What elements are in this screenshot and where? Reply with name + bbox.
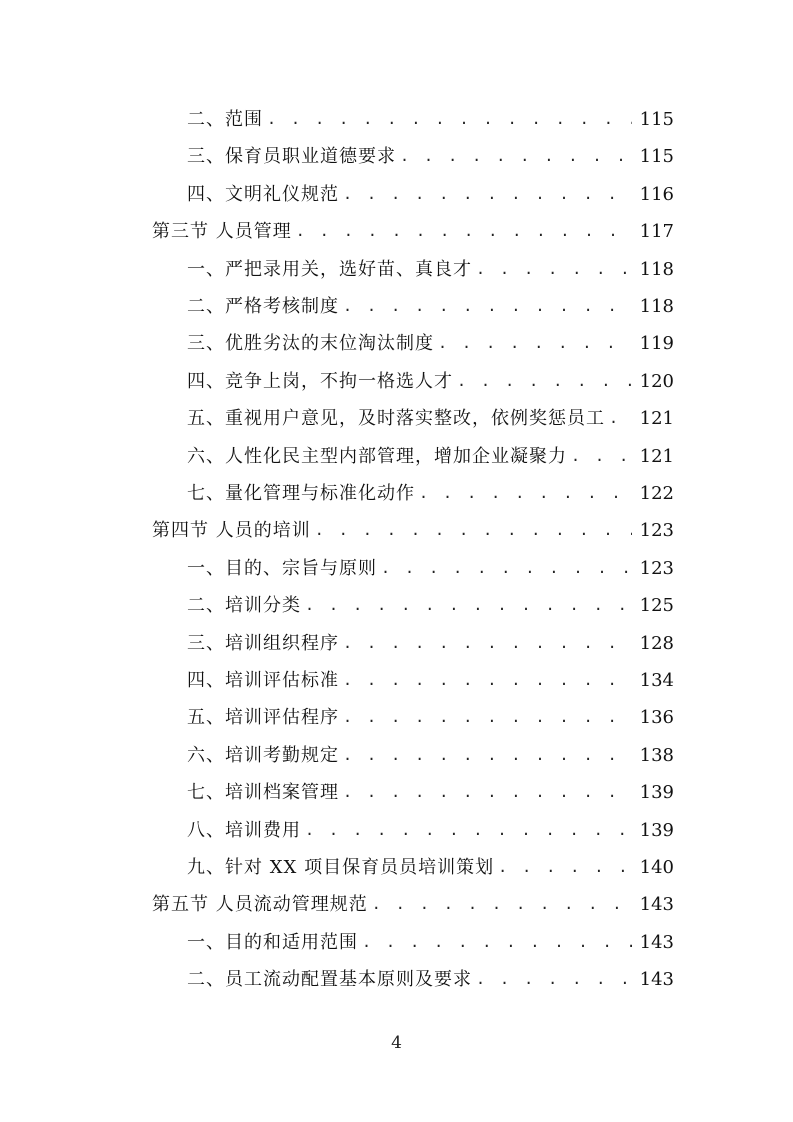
toc-entry-page-number: 143 <box>639 894 674 915</box>
toc-entry-title: 九、针对 XX 项目保育员员培训策划 <box>187 857 495 878</box>
toc-entry-title: 三、保育员职业道德要求 <box>187 146 396 167</box>
toc-entry[interactable] <box>187 400 674 437</box>
toc-entry-page-number: 134 <box>639 670 674 691</box>
toc-entry-page-number: 143 <box>639 969 674 990</box>
toc-entry-page-number: 115 <box>639 146 674 167</box>
toc-entry-title: 二、严格考核制度 <box>187 296 339 317</box>
toc-entry-page-number: 123 <box>639 520 674 541</box>
toc-entry-title: 一、严把录用关，选好苗、真良才 <box>187 259 472 280</box>
toc-dot-leader <box>400 138 632 175</box>
toc-entry-page-number: 116 <box>639 184 674 205</box>
toc-dot-leader <box>343 176 632 213</box>
toc-dot-leader <box>362 924 632 961</box>
toc-dot-leader <box>343 662 632 699</box>
toc-entry-title: 八、培训费用 <box>187 820 301 841</box>
toc-entry-title: 一、目的、宗旨与原则 <box>187 558 377 579</box>
toc-section-heading[interactable] <box>152 886 674 923</box>
toc-entry-title: 五、培训评估程序 <box>187 707 339 728</box>
toc-entry-page-number: 118 <box>639 259 674 280</box>
toc-entry-page-number: 117 <box>639 221 674 242</box>
toc-dot-leader <box>305 812 632 849</box>
toc-entry[interactable] <box>187 961 674 998</box>
toc-dot-leader <box>296 213 632 250</box>
toc-entry[interactable] <box>187 662 674 699</box>
toc-entry[interactable] <box>187 699 674 736</box>
toc-entry[interactable] <box>187 774 674 811</box>
toc-entry[interactable] <box>187 325 674 362</box>
toc-entry-title: 七、培训档案管理 <box>187 782 339 803</box>
toc-dot-leader <box>343 774 632 811</box>
toc-entry[interactable] <box>187 475 674 512</box>
toc-dot-leader <box>372 886 632 923</box>
toc-entry[interactable] <box>187 101 674 138</box>
toc-dot-leader <box>381 550 632 587</box>
toc-dot-leader <box>267 101 632 138</box>
toc-entry-page-number: 121 <box>639 408 674 429</box>
toc-entry-title: 六、培训考勤规定 <box>187 745 339 766</box>
toc-entry-page-number: 118 <box>639 296 674 317</box>
toc-entry[interactable] <box>187 363 674 400</box>
toc-dot-leader <box>343 288 632 325</box>
toc-entry[interactable] <box>187 587 674 624</box>
toc-entry-page-number: 121 <box>639 446 674 467</box>
toc-dot-leader <box>609 400 632 437</box>
toc-entry-page-number: 140 <box>639 857 674 878</box>
toc-entry-page-number: 136 <box>639 707 674 728</box>
toc-entry[interactable] <box>187 737 674 774</box>
toc-entry-page-number: 115 <box>639 109 674 130</box>
toc-entry-page-number: 123 <box>639 558 674 579</box>
toc-entry-title: 二、员工流动配置基本原则及要求 <box>187 969 472 990</box>
toc-entry-title: 三、优胜劣汰的末位淘汰制度 <box>187 333 434 354</box>
toc-entry-page-number: 139 <box>639 820 674 841</box>
toc-entry[interactable] <box>187 438 674 475</box>
toc-entry-title: 二、培训分类 <box>187 595 301 616</box>
toc-entry-page-number: 122 <box>639 483 674 504</box>
toc-entry[interactable] <box>187 812 674 849</box>
toc-entry-title: 第三节 人员管理 <box>152 221 292 242</box>
toc-dot-leader <box>343 625 632 662</box>
toc-entry-title: 六、人性化民主型内部管理，增加企业凝聚力 <box>187 446 567 467</box>
toc-entry[interactable] <box>187 550 674 587</box>
toc-entry[interactable] <box>187 138 674 175</box>
page-number: 4 <box>391 1033 402 1053</box>
toc-entry-title: 第五节 人员流动管理规范 <box>152 894 368 915</box>
toc-dot-leader <box>343 737 632 774</box>
toc-entry[interactable] <box>187 625 674 662</box>
toc-dot-leader <box>498 849 632 886</box>
toc-entry-page-number: 138 <box>639 745 674 766</box>
toc-entry-title: 三、培训组织程序 <box>187 633 339 654</box>
toc-entry-title: 一、目的和适用范围 <box>187 932 358 953</box>
toc-entry-page-number: 143 <box>639 932 674 953</box>
toc-entry-page-number: 120 <box>639 371 674 392</box>
toc-entry-title: 四、文明礼仪规范 <box>187 184 339 205</box>
toc-dot-leader <box>457 363 632 400</box>
toc-section-heading[interactable] <box>152 213 674 250</box>
toc-dot-leader <box>438 325 632 362</box>
toc-entry[interactable] <box>187 849 674 886</box>
toc-entry-title: 四、培训评估标准 <box>187 670 339 691</box>
toc-entry-page-number: 119 <box>639 333 674 354</box>
toc-entry-page-number: 128 <box>639 633 674 654</box>
toc-entry-title: 五、重视用户意见，及时落实整改，依例奖惩员工 <box>187 408 605 429</box>
toc-dot-leader <box>571 438 632 475</box>
toc-dot-leader <box>476 251 632 288</box>
toc-dot-leader <box>343 699 632 736</box>
toc-dot-leader <box>305 587 632 624</box>
toc-entry-title: 四、竞争上岗，不拘一格选人才 <box>187 371 453 392</box>
toc-entry[interactable] <box>187 251 674 288</box>
toc-entry-title: 第四节 人员的培训 <box>152 520 311 541</box>
toc-entry-title: 七、量化管理与标准化动作 <box>187 483 415 504</box>
toc-dot-leader <box>419 475 632 512</box>
toc-section-heading[interactable] <box>152 512 674 549</box>
toc-dot-leader <box>476 961 632 998</box>
toc-entry[interactable] <box>187 288 674 325</box>
toc-entry-page-number: 139 <box>639 782 674 803</box>
toc-dot-leader <box>315 512 632 549</box>
toc-entry-page-number: 125 <box>639 595 674 616</box>
toc-entry[interactable] <box>187 176 674 213</box>
toc-entry[interactable] <box>187 924 674 961</box>
toc-entry-title: 二、范围 <box>187 109 263 130</box>
